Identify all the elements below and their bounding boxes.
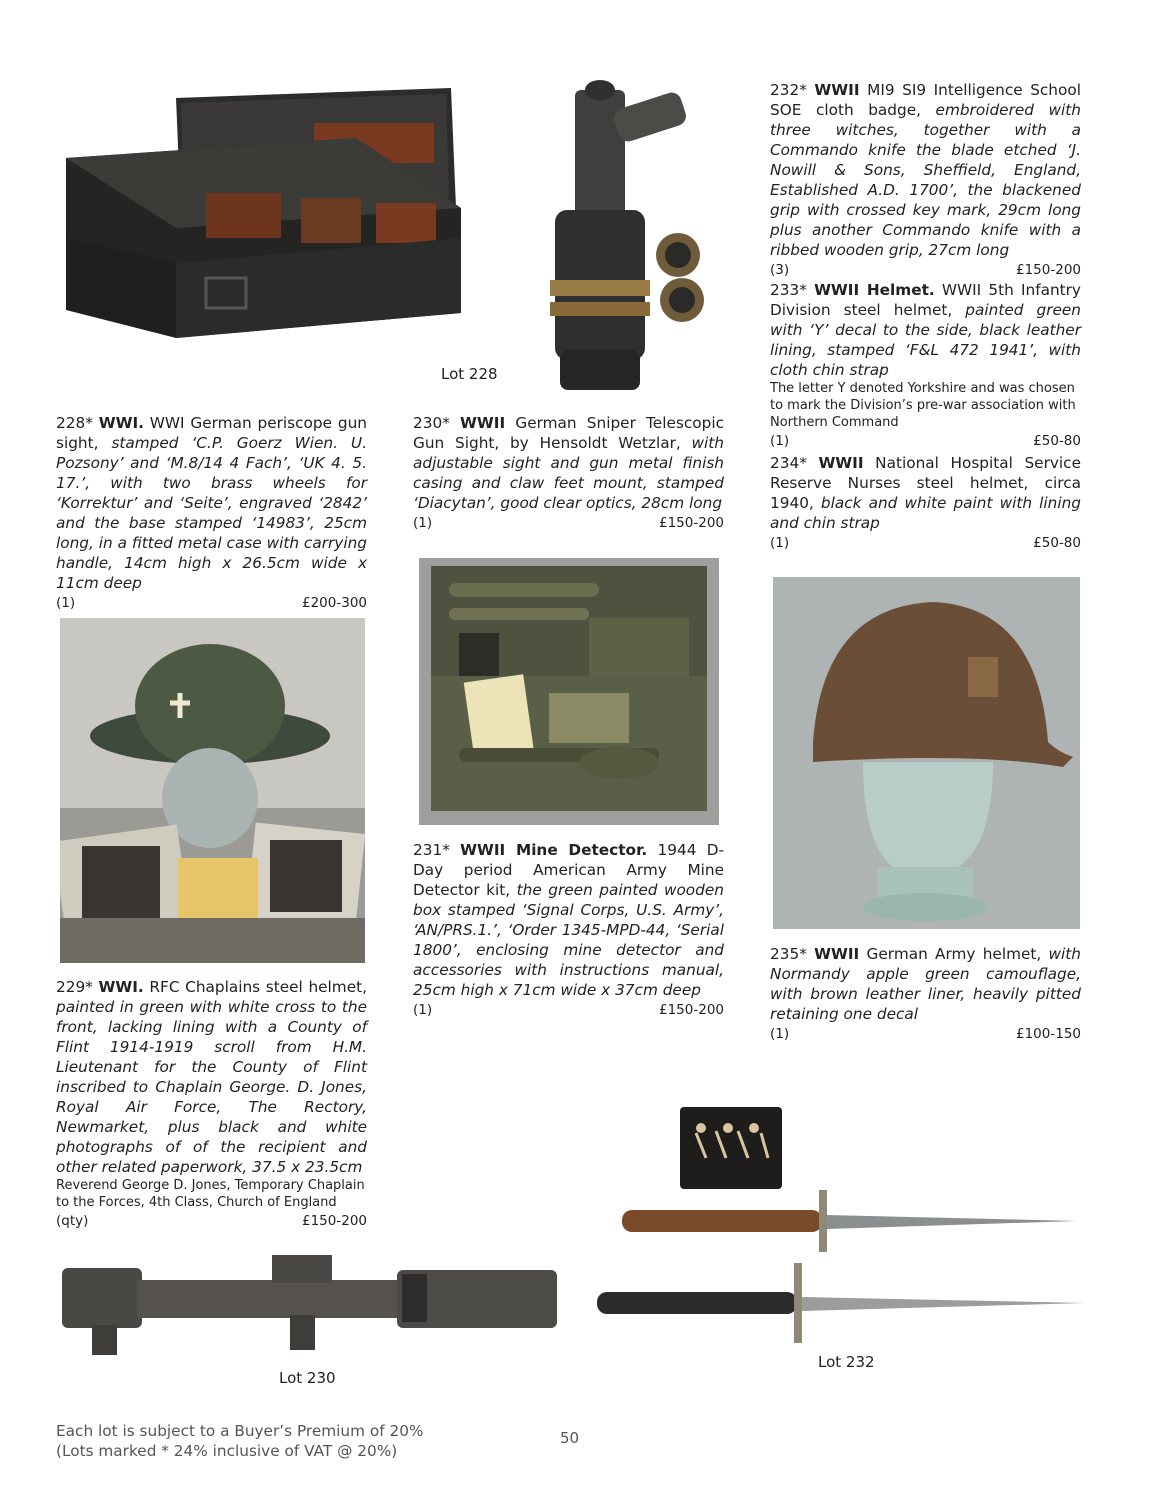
lot-number: 234* [770,454,807,472]
lot-quantity: (1) [56,595,76,611]
lot-quantity-estimate [56,1212,367,1230]
lot-228-entry [56,413,367,612]
lot-heading: WWII [814,81,860,99]
lot-heading: WWII [814,945,860,963]
lot-title: RFC Chaplains steel helmet, [149,978,367,996]
lot-title: German Army helmet, [866,945,1042,963]
lot-number: 235* [770,945,807,963]
lot-estimate: £150-200 [302,1213,367,1229]
lot-quantity: (1) [770,535,790,551]
lot-heading: WWI. [98,414,144,432]
lot-note: Reverend George D. Jones, Temporary Chaplain to the Forces, 4th Class, Church of England [56,1178,365,1210]
lot-description: with adjustable sight and gun metal finish casing and claw feet mount, stamped ‘Diacytan’, good clear optics, 28cm long [413,434,724,512]
lot-title: German Sniper Telescopic Gun Sight, by Hensoldt Wetzlar, [413,414,724,452]
lot-231-entry [413,840,724,1019]
caption-lot-230: Lot 230 [279,1369,336,1387]
lot-estimate: £150-200 [659,515,724,531]
lot-heading: WWII Mine Detector. [460,841,648,859]
lot-229-entry [56,977,367,1230]
lot-quantity: (1) [413,1002,433,1018]
lot-heading: WWII [818,454,864,472]
lot-estimate: £150-200 [1016,262,1081,278]
telescopic-sight-photo [62,1250,557,1365]
lot-title: WWI German periscope gun sight, [56,414,367,452]
caption-lot-232: Lot 232 [818,1353,875,1371]
lot-quantity-estimate [770,534,1081,552]
lot-title: National Hospital Service Reserve Nurses steel helmet, circa 1940, [770,454,1081,512]
lot-quantity-estimate [770,261,1081,279]
lot-number: 228* [56,414,93,432]
lot-quantity: (qty) [56,1213,89,1229]
lot-description: painted green with ‘Y’ decal to the side, black leather lining, stamped ‘F&L 472 1941’, with cloth chin strap [770,301,1081,379]
mine-detector-kit-photo [419,558,719,825]
lot-estimate: £50-80 [1033,433,1081,449]
lot-description: painted in green with white cross to the front, lacking lining with a County of Flint 1914-1919 scroll from H.M. Lieutenant for the County of Flint inscribed to Chaplain George. D. Jones, Royal Air Force, The Rectory, Newmarket, plus black and white photographs of of the recipient and other related paperwork, 37.5 x 23.5cm [56,998,367,1176]
lot-number: 231* [413,841,450,859]
lot-234-entry [770,453,1081,552]
buyers-premium-note [56,1421,424,1461]
lot-quantity: (3) [770,262,790,278]
lot-number: 230* [413,414,450,432]
lot-number: 232* [770,81,807,99]
lot-estimate: £200-300 [302,595,367,611]
lot-230-entry [413,413,724,532]
lot-description: the green painted wooden box stamped ‘Signal Corps, U.S. Army’, ‘AN/PRS.1.’, ‘Order 1345-MPD-44, ‘Serial 1800’, enclosing mine detector and accessories with instructions manual, 25cm high x 71cm wide x 37cm deep [413,881,724,999]
lot-heading: WWII [460,414,506,432]
lot-quantity-estimate [770,432,1081,450]
lot-title: WWII 5th Infantry Division steel helmet, [770,281,1081,319]
lot-quantity-estimate [413,1001,724,1019]
premium-line-2: (Lots marked * 24% inclusive of VAT @ 20%) [56,1442,398,1460]
lot-quantity: (1) [770,433,790,449]
lot-number: 229* [56,978,93,996]
lot-description: stamped ‘C.P. Goerz Wien. U. Pozsony’ and ‘M.8/14 4 Fach’, ‘UK 4. 5. 17.’, with two brass wheels for ‘Korrektur’ and ‘Seite’, engraved ‘2842’ and the base stamped ‘14983’, 25cm long, in a fitted metal case with carrying handle, 14cm high x 26.5cm wide x 11cm deep [56,434,367,592]
lot-description: with Normandy apple green camouflage, with brown leather liner, heavily pitted retaining one decal [770,945,1081,1023]
chaplain-helmet-photo [60,618,365,963]
lot-quantity-estimate [56,594,367,612]
lot-235-entry [770,944,1081,1043]
premium-line-1: Each lot is subject to a Buyer’s Premium of 20% [56,1422,424,1440]
lot-estimate: £100-150 [1016,1026,1081,1042]
german-helmet-photo [773,577,1080,929]
lot-estimate: £50-80 [1033,535,1081,551]
cloth-badge-photo [676,1103,786,1193]
lot-quantity-estimate [770,1025,1081,1043]
lot-number: 233* [770,281,807,299]
caption-lot-228: Lot 228 [441,365,498,383]
lot-estimate: £150-200 [659,1002,724,1018]
lot-heading: WWI. [98,978,144,996]
lot-title: 1944 D-Day period American Army Mine Detector kit, [413,841,724,899]
periscope-gun-sight-photo [520,70,720,400]
lot-quantity: (1) [413,515,433,531]
lot-title: MI9 SI9 Intelligence School SOE cloth badge, [770,81,1081,119]
lot-233-entry [770,280,1081,450]
lot-quantity-estimate [413,514,724,532]
commando-knives-photo [597,1185,1087,1350]
lot-quantity: (1) [770,1026,790,1042]
lot-note: The letter Y denoted Yorkshire and was chosen to mark the Division’s pre-war association with Northern Command [770,381,1076,430]
page-number: 50 [560,1429,580,1447]
periscope-case-photo [56,78,466,378]
lot-heading: WWII Helmet. [814,281,935,299]
lot-232-entry [770,80,1081,279]
lot-description: embroidered with three witches, together with a Commando knife the blade etched ‘J. Nowill & Sons, Sheffield, England, Established A.D. 1700’, the blackened grip with crossed key mark, 29cm long plus another Commando knife with a ribbed wooden grip, 27cm long [770,101,1081,259]
lot-description: black and white paint with lining and chin strap [770,494,1081,532]
